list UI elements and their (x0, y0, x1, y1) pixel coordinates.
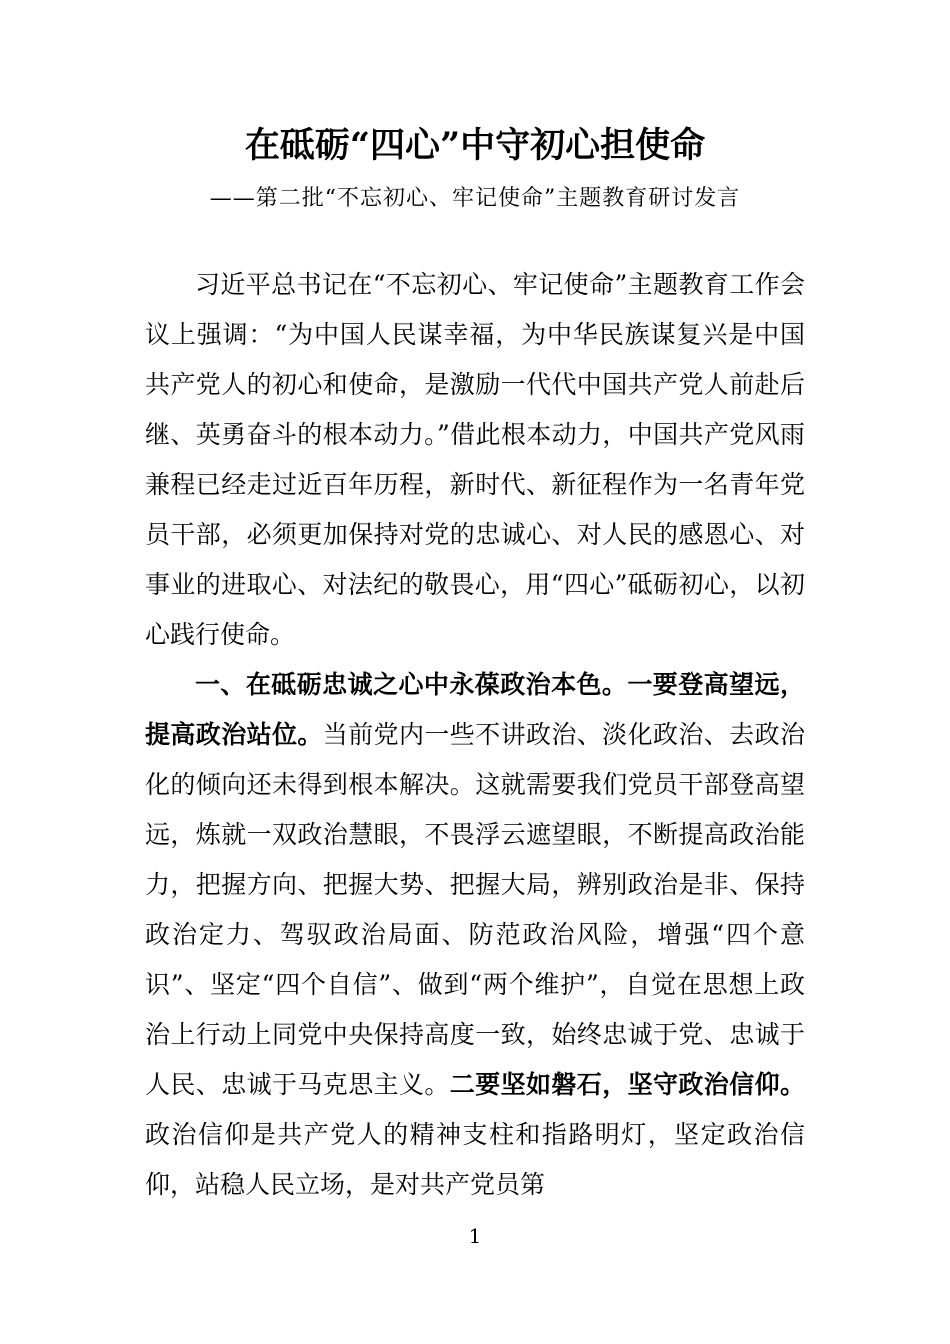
page-number: 1 (468, 1224, 482, 1248)
point-two-heading: 二要坚如磐石，坚守政治信仰。 (449, 1070, 805, 1099)
document-title: 在砥砺“四心”中守初心担使命 (244, 125, 706, 166)
section-heading: 一、在砥砺忠诚之心中永葆政治本色。 (195, 670, 628, 699)
point-one-text: 当前党内一些不讲政治、淡化政治、去政治化的倾向还未得到根本解决。这就需要我们党员干部登高望远，炼就一双政治慧眼，不畏浮云遮望眼，不断提高政治能力，把握方向、把握大势、把握大局，辨别政治是非、保持政治定力、驾驭政治局面、防范政治风险，增强“四个意识”、坚定“四个自信”、做到“两个维护”，自觉在思想上政治上行动上同党中央保持高度一致，始终忠诚于党、忠诚于人民、忠诚于马克思主义。 (145, 720, 805, 1099)
section-one-paragraph (145, 660, 805, 1210)
document-subtitle: ——第二批“不忘初心、牢记使命”主题教育研讨发言 (209, 186, 741, 211)
intro-paragraph: 习近平总书记在“不忘初心、牢记使命”主题教育工作会议上强调：“为中国人民谋幸福，为中华民族谋复兴是中国共产党人的初心和使命，是激励一代代中国共产党人前赴后继、英勇奋斗的根本动力。”借此根本动力，中国共产党风雨兼程已经走过近百年历程，新时代、新征程作为一名青年党员干部，必须更加保持对党的忠诚心、对人民的感恩心、对事业的进取心、对法纪的敬畏心，用“四心”砥砺初心，以初心践行使命。 (145, 270, 805, 649)
point-two-text: 政治信仰是共产党人的精神支柱和指路明灯，坚定政治信仰，站稳人民立场，是对共产党员第 (145, 1120, 805, 1199)
point-one-heading: 一要登高望远，提高政治站位。 (145, 670, 805, 749)
document-body (145, 260, 805, 1210)
